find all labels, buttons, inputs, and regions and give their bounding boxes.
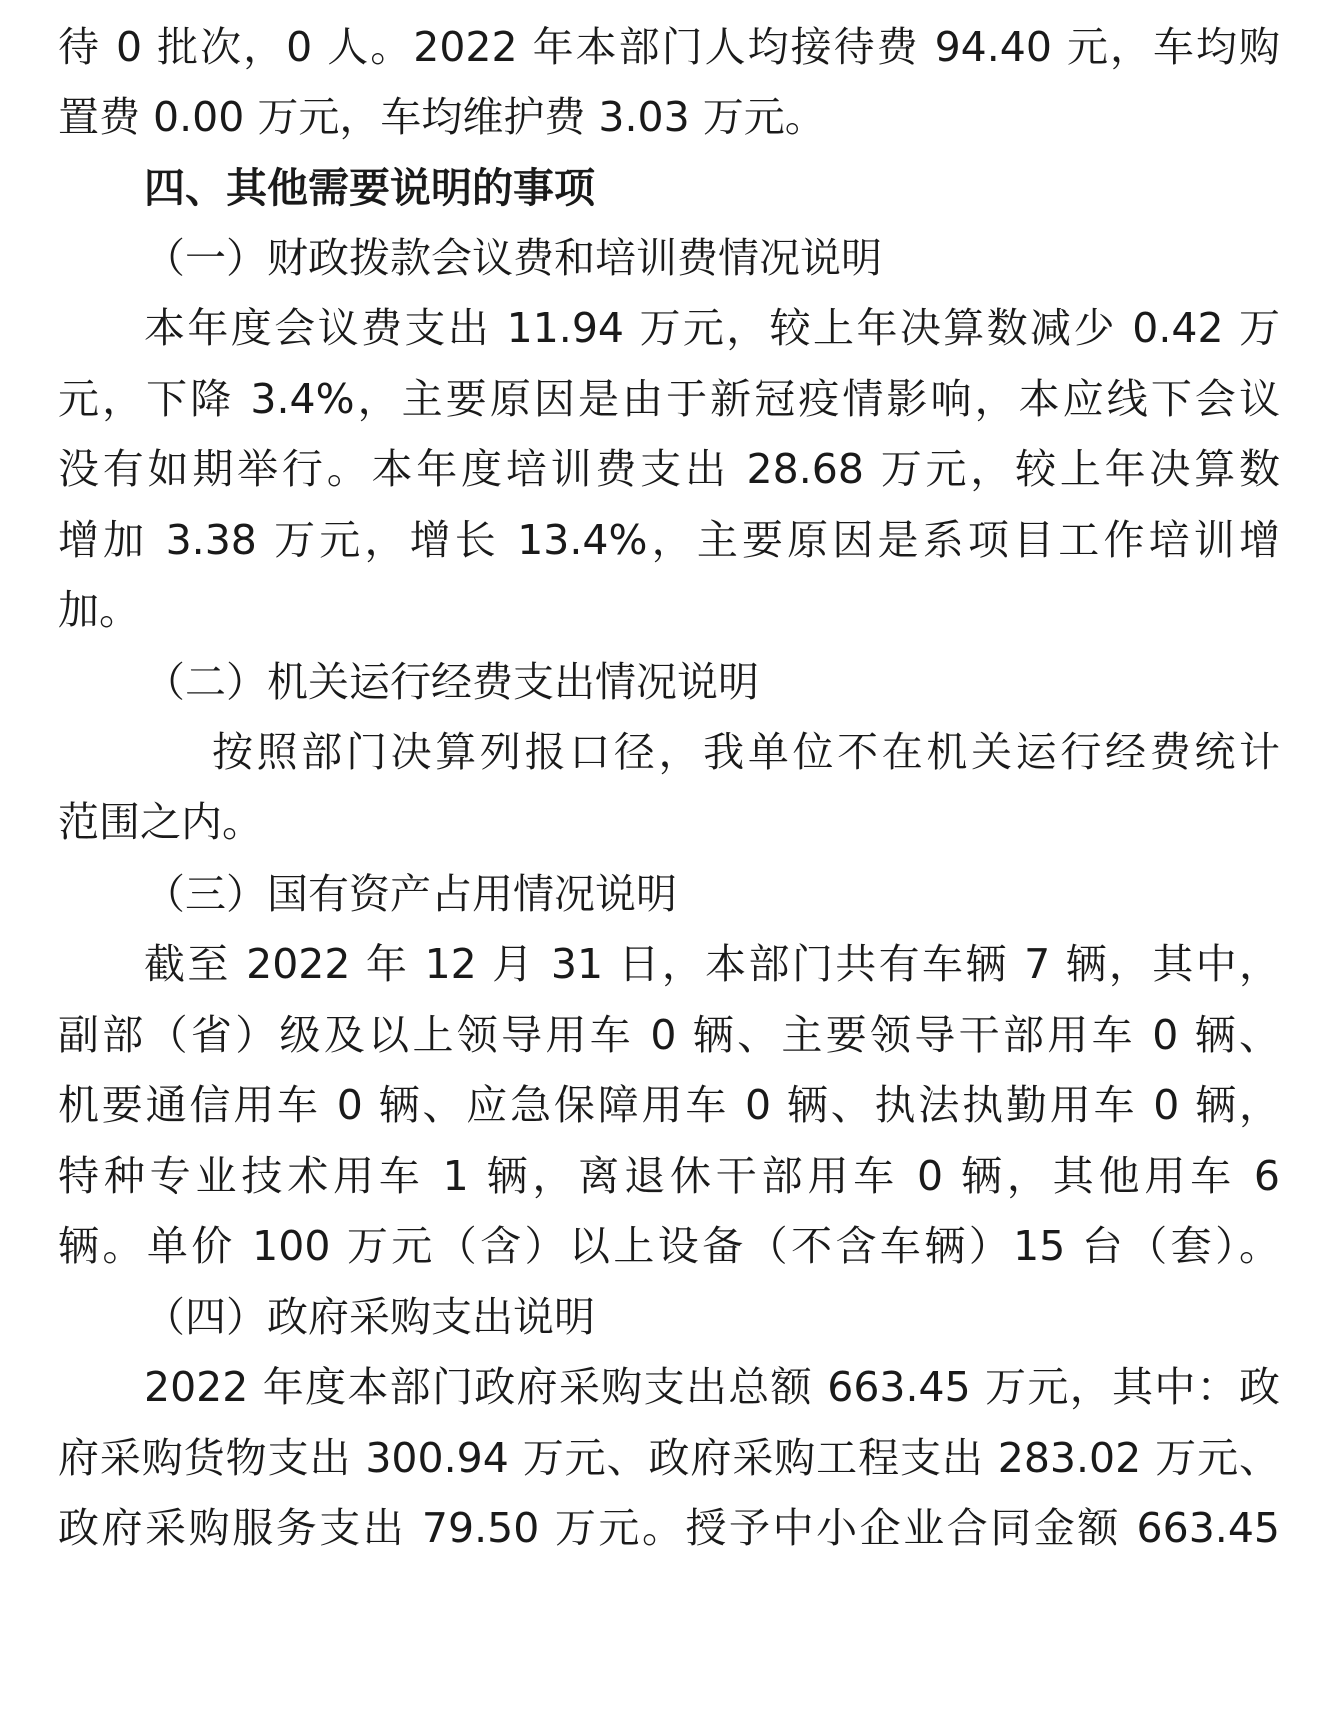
subsection-heading: （二）机关运行经费支出情况说明 (144, 658, 759, 706)
body-text-line: 政府采购服务支出 79.50 万元。授予中小企业合同金额 663.45 (58, 1504, 1280, 1552)
body-text-line: 截至 2022 年 12 月 31 日，本部门共有车辆 7 辆，其中， (144, 940, 1280, 988)
body-text-line: 没有如期举行。本年度培训费支出 28.68 万元，较上年决算数 (58, 445, 1280, 493)
body-text-line: 置费 0.00 万元，车均维护费 3.03 万元。 (58, 93, 826, 141)
body-text-line: 待 0 批次，0 人。2022 年本部门人均接待费 94.40 元，车均购 (58, 23, 1280, 71)
body-text-line: 元，下降 3.4%，主要原因是由于新冠疫情影响，本应线下会议 (58, 375, 1280, 423)
body-text-line: 增加 3.38 万元，增长 13.4%，主要原因是系项目工作培训增 (58, 516, 1280, 564)
body-text-line: 机要通信用车 0 辆、应急保障用车 0 辆、执法执勤用车 0 辆， (58, 1081, 1280, 1129)
subsection-heading: （四）政府采购支出说明 (144, 1293, 595, 1341)
body-text-line: 府采购货物支出 300.94 万元、政府采购工程支出 283.02 万元、 (58, 1434, 1280, 1482)
body-text-line: 本年度会议费支出 11.94 万元，较上年决算数减少 0.42 万 (144, 304, 1280, 352)
body-text-line: 按照部门决算列报口径，我单位不在机关运行经费统计 (212, 728, 1280, 776)
section-heading: 四、其他需要说明的事项 (144, 164, 595, 212)
body-text-line: 加。 (58, 586, 140, 634)
body-text-line: 范围之内。 (58, 798, 263, 846)
body-text-line: 特种专业技术用车 1 辆，离退休干部用车 0 辆，其他用车 6 (58, 1152, 1280, 1200)
subsection-heading: （一）财政拨款会议费和培训费情况说明 (144, 234, 882, 282)
body-text-line: 2022 年度本部门政府采购支出总额 663.45 万元，其中：政 (144, 1363, 1280, 1411)
body-text-line: 辆。单价 100 万元（含）以上设备（不含车辆）15 台（套）。 (58, 1222, 1280, 1270)
subsection-heading: （三）国有资产占用情况说明 (144, 870, 677, 918)
body-text-line: 副部（省）级及以上领导用车 0 辆、主要领导干部用车 0 辆、 (58, 1011, 1280, 1059)
